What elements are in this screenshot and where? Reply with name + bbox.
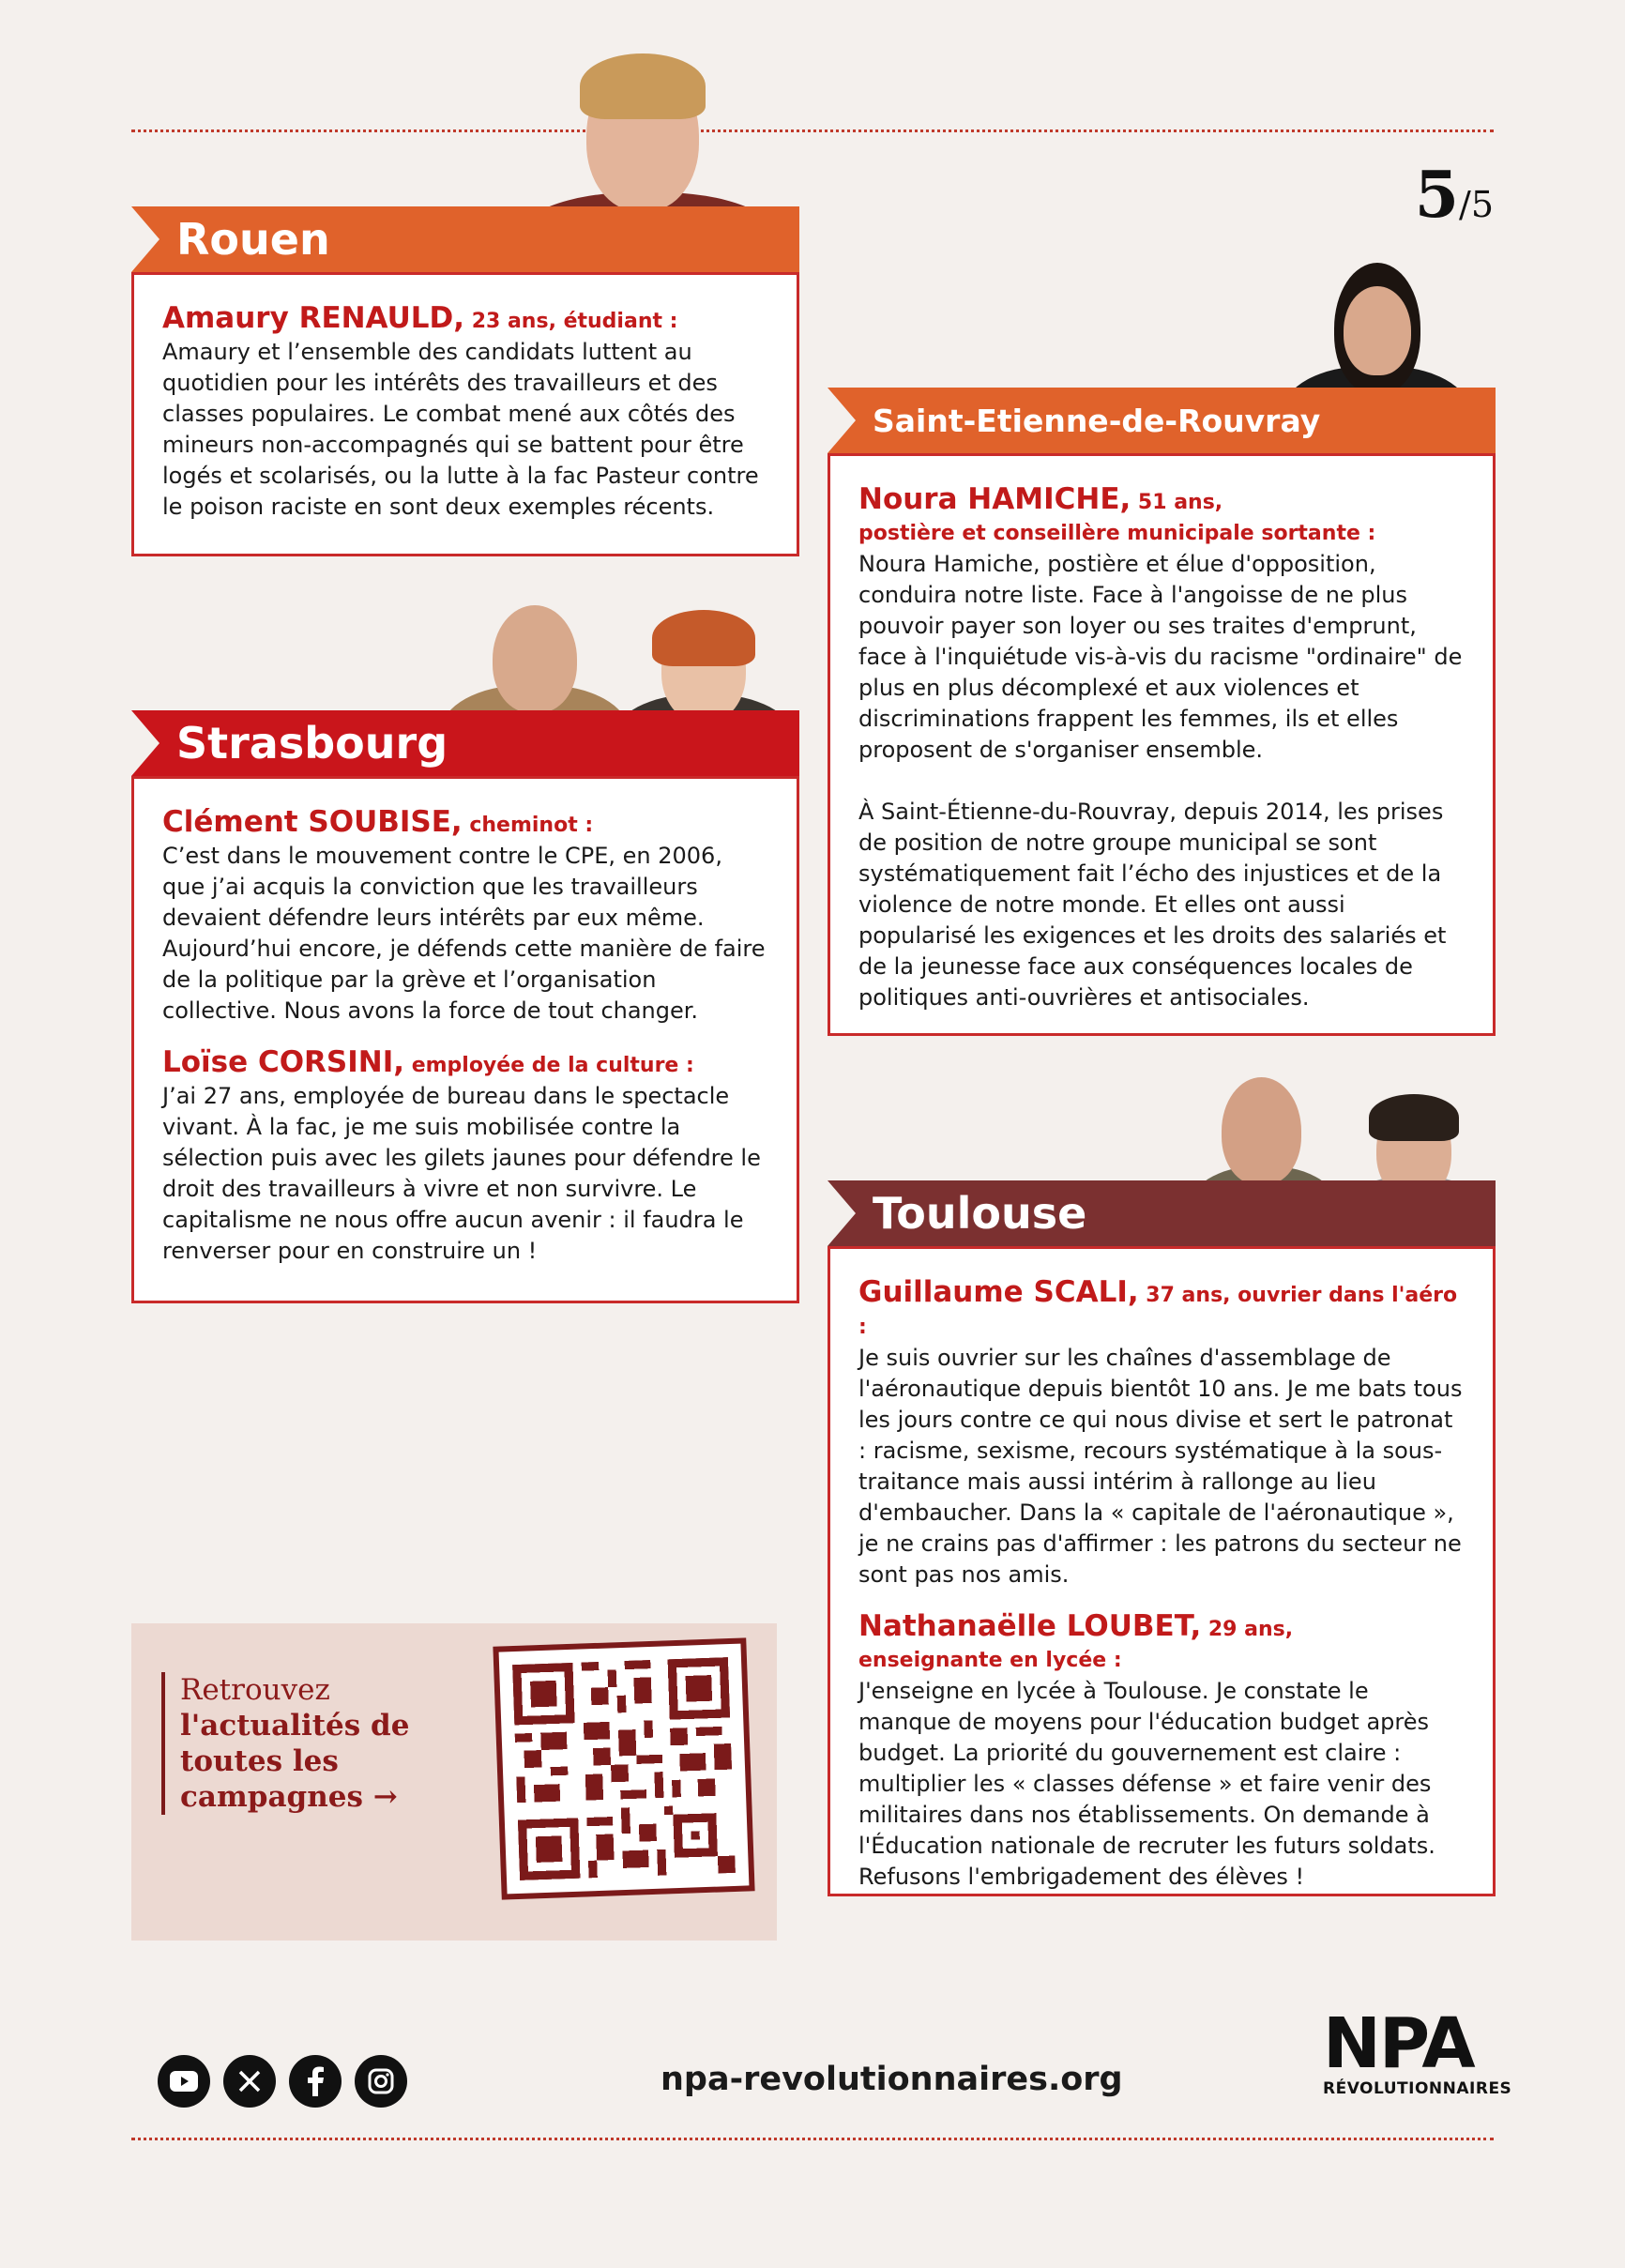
candidate-role: 37 ans, ouvrier dans l'aéro : — [858, 1284, 1458, 1339]
candidate-text: J'enseigne en lycée à Toulouse. Je constate le manque de moyens pour l'éducation budget après budget. La priorité du gouvernement est claire : multiplier les « classes défense » et faire venir des militaires dans nos établissements. On demande à l'Éducation nationale de recruter les futurs soldats. Refusons l'embrigadement des élèves ! — [858, 1678, 1435, 1890]
banner-toulouse — [828, 1180, 1496, 1246]
candidate-text: J’ai 27 ans, employée de bureau dans le spectacle vivant. À la fac, je me suis mobilisée contre la sélection puis avec les gilets jaunes pour défendre le droit des travailleurs à vivre et non survivre. Le capitalisme ne nous offre aucun avenir : il faudra le renverser pour en construire un ! — [162, 1083, 761, 1264]
candidate-role: 51 ans, — [1137, 491, 1223, 514]
candidate-box-strasbourg — [131, 776, 799, 1303]
candidate-name: Nathanaëlle LOUBET, — [858, 1609, 1202, 1643]
candidate-role: 23 ans, étudiant : — [471, 310, 678, 333]
section-strasbourg — [131, 601, 799, 1304]
promo-text: Retrouvez l'actualités de toutes les campagnes → — [161, 1672, 471, 1815]
bottom-divider — [131, 2138, 1494, 2140]
candidate-text: Amaury et l’ensemble des candidats luttent au quotidien pour les intérêts des travailleurs et des classes populaires. Le combat mené aux côtés des mineurs non-accompagnés qui se battent pour être logés et scolarisés, ou la lutte à la fac Pasteur contre le poison raciste en sont deux exemples récents. — [162, 339, 759, 520]
candidate-box-toulouse — [828, 1246, 1496, 1896]
social-links — [158, 2055, 407, 2108]
banner-strasbourg — [131, 710, 799, 776]
campaign-promo[interactable] — [131, 1623, 777, 1941]
candidate-name: Guillaume SCALI, — [858, 1275, 1139, 1309]
section-title: Rouen — [176, 214, 330, 265]
section-title: Strasbourg — [176, 718, 448, 769]
banner-saint-etienne — [828, 388, 1496, 453]
facebook-icon[interactable] — [289, 2055, 342, 2108]
qr-code[interactable] — [493, 1637, 754, 1899]
website-link[interactable]: npa-revolutionnaires.org — [661, 2061, 1123, 2098]
candidate-role-line2: postière et conseillère municipale sortante : — [858, 522, 1376, 545]
candidate-name: Amaury RENAULD, — [162, 301, 465, 335]
candidate-box-saint-etienne — [828, 453, 1496, 1036]
candidate-role-line2: enseignante en lycée : — [858, 1649, 1122, 1672]
candidate-role: employée de la culture : — [411, 1054, 694, 1077]
candidate-text: Je suis ouvrier sur les chaînes d'assemblage de l'aéronautique depuis bientôt 10 ans. Je me bats tous les jours contre ce qui nous divise et sert le patronat : racisme, sexisme, recours systématique à la sous-traitance mais aussi intérim à rallonge au lieu d'embaucher. Dans la « capitale de l'aéronautique », je ne crains pas d'affirmer : les patrons du secteur ne sont pas nos amis. — [858, 1345, 1463, 1588]
candidate-name: Clément SOUBISE, — [162, 805, 463, 839]
candidate-box-rouen — [131, 272, 799, 556]
youtube-icon[interactable] — [158, 2055, 210, 2108]
section-rouen — [131, 52, 799, 558]
x-icon[interactable] — [223, 2055, 276, 2108]
candidate-name: Loïse CORSINI, — [162, 1045, 405, 1079]
candidate-text: Noura Hamiche, postière et élue d'opposition, conduira notre liste. Face à l'angoisse de ne plus pouvoir payer son loyer ou ses traites d'emprunt, face à l'inquiétude vis-à-vis du racisme "ordinaire" de plus en plus décomplexé et aux violences et discriminations frappent les femmes, ils et elles proposent de s'organiser ensemble. — [858, 551, 1463, 763]
page-number: 5/5 — [1414, 158, 1494, 233]
banner-rouen — [131, 206, 799, 272]
candidate-name: Noura HAMICHE, — [858, 482, 1131, 516]
section-saint-etienne — [828, 263, 1496, 1037]
candidate-text: À Saint-Étienne-du-Rouvray, depuis 2014, les prises de position de notre groupe municipal se sont systématiquement fait l’écho des injustices et de la violence de notre monde. Et elles ont aussi popularisé les exigences et les droits des salariés et de la jeunesse face aux conséquences locales de politiques anti-ouvrières et antisociales. — [858, 799, 1447, 1011]
section-title: Toulouse — [873, 1188, 1087, 1239]
candidate-text: C’est dans le mouvement contre le CPE, en 2006, que j’ai acquis la conviction que les travailleurs devaient défendre leurs intérêts par eux même. Aujourd’hui encore, je défends cette manière de faire de la politique par la grève et l’organisation collective. Nous avons la force de tout changer. — [162, 843, 766, 1024]
candidate-role: 29 ans, — [1207, 1618, 1294, 1641]
section-title: Saint-Etienne-de-Rouvray — [873, 402, 1321, 439]
instagram-icon[interactable] — [355, 2055, 407, 2108]
npa-logo: NPA RÉVOLUTIONNAIRES — [1323, 2003, 1512, 2098]
section-toulouse — [828, 1077, 1496, 1898]
candidate-role: cheminot : — [469, 814, 594, 837]
